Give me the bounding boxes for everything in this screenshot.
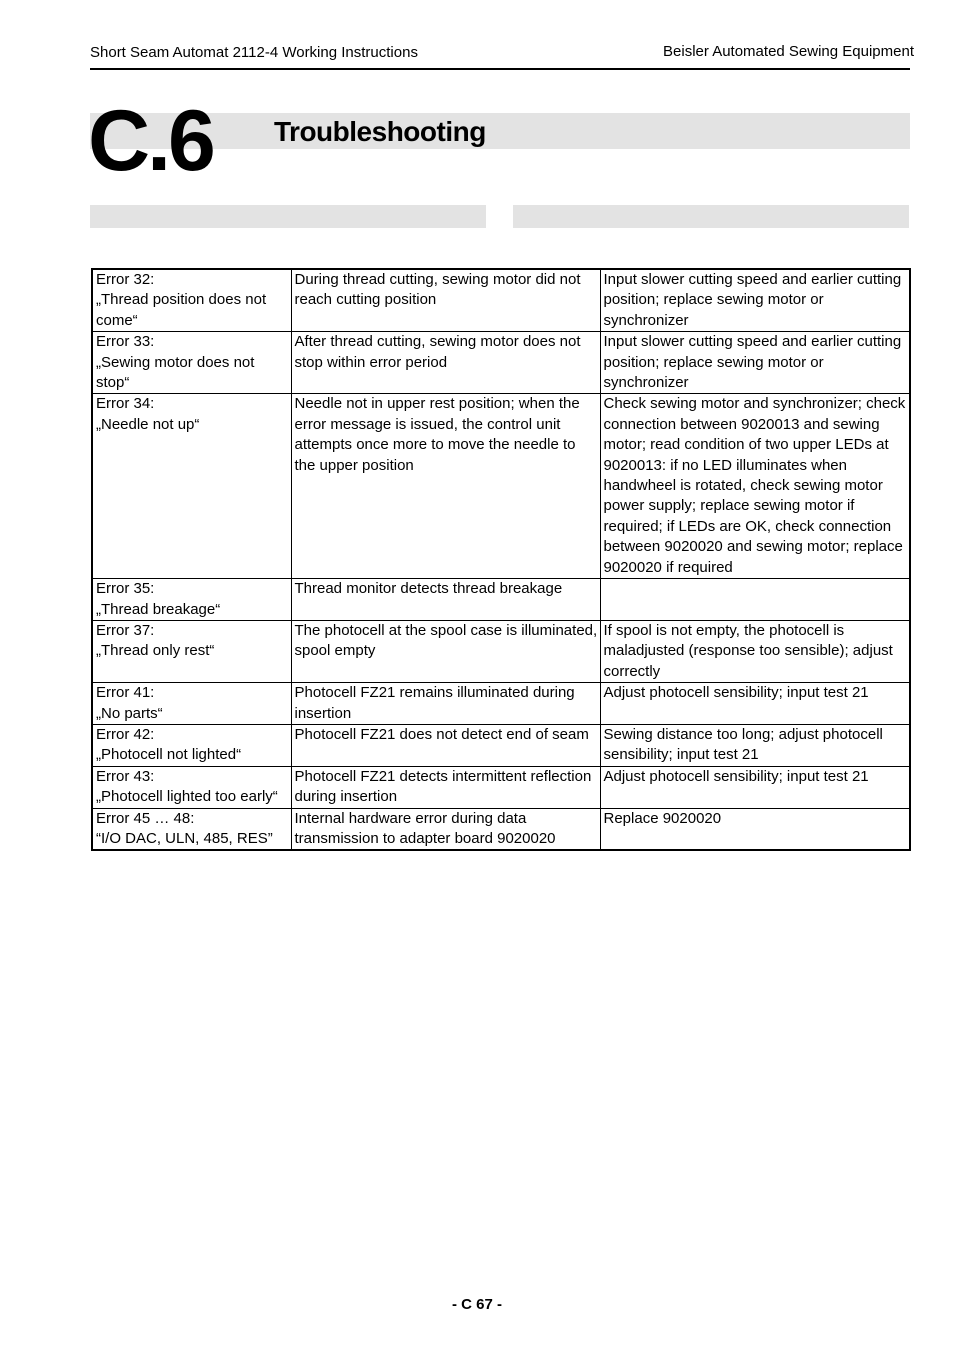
table-row <box>92 766 910 808</box>
error-remedy-cell: Sewing distance too long; adjust photocell sensibility; input test 21 <box>600 724 910 766</box>
error-code-cell: Error 34: „Needle not up“ <box>92 394 291 579</box>
error-code-cell: Error 42: „Photocell not lighted“ <box>92 724 291 766</box>
document-header-company: Beisler Automated Sewing Equipment <box>663 43 914 60</box>
error-remedy-cell <box>600 579 910 621</box>
table-row <box>92 808 910 850</box>
error-table <box>91 268 911 851</box>
chapter-number: C.6 <box>88 93 213 189</box>
table-row <box>92 579 910 621</box>
error-remedy-cell: Adjust photocell sensibility; input test 21 <box>600 766 910 808</box>
error-code-cell: Error 41: „No parts“ <box>92 683 291 725</box>
table-row <box>92 332 910 394</box>
page-number: - C 67 - <box>451 1296 502 1313</box>
error-remedy-cell: Replace 9020020 <box>600 808 910 850</box>
chapter-title: Troubleshooting <box>274 116 486 147</box>
error-code-cell: Error 32: „Thread position does not come“ <box>92 269 291 332</box>
error-cause-cell: Needle not in upper rest position; when the error message is issued, the control unit attempts once more to move the needle to the upper position <box>291 394 600 579</box>
table-row <box>92 683 910 725</box>
error-code-cell: Error 35: „Thread breakage“ <box>92 579 291 621</box>
error-code-cell: Error 45 … 48: “I/O DAC, ULN, 485, RES” <box>92 808 291 850</box>
error-cause-cell: After thread cutting, sewing motor does not stop within error period <box>291 332 600 394</box>
error-cause-cell: Photocell FZ21 does not detect end of seam <box>291 724 600 766</box>
section-bar-right <box>513 205 909 228</box>
error-cause-cell: Thread monitor detects thread breakage <box>291 579 600 621</box>
error-cause-cell: During thread cutting, sewing motor did not reach cutting position <box>291 269 600 332</box>
header-divider <box>90 68 910 70</box>
error-remedy-cell: If spool is not empty, the photocell is maladjusted (response too sensible); adjust correctly <box>600 620 910 682</box>
chapter-title-band <box>90 113 910 149</box>
error-remedy-cell: Input slower cutting speed and earlier cutting position; replace sewing motor or synchronizer <box>600 269 910 332</box>
error-remedy-cell: Adjust photocell sensibility; input test 21 <box>600 683 910 725</box>
error-code-cell: Error 33: „Sewing motor does not stop“ <box>92 332 291 394</box>
error-code-cell: Error 37: „Thread only rest“ <box>92 620 291 682</box>
error-cause-cell: Internal hardware error during data transmission to adapter board 9020020 <box>291 808 600 850</box>
table-row <box>92 724 910 766</box>
table-row <box>92 620 910 682</box>
error-cause-cell: The photocell at the spool case is illuminated, spool empty <box>291 620 600 682</box>
section-bar-left <box>90 205 486 228</box>
error-remedy-cell: Check sewing motor and synchronizer; check connection between 9020013 and sewing motor; read condition of two upper LEDs at 9020013: if no LED illuminates when handwheel is rotated, check sewing motor power supply; replace sewing motor if required; if LEDs are OK, check connection between 9020020 and sewing motor; replace 9020020 if required <box>600 394 910 579</box>
error-code-cell: Error 43: „Photocell lighted too early“ <box>92 766 291 808</box>
error-cause-cell: Photocell FZ21 detects intermittent reflection during insertion <box>291 766 600 808</box>
error-cause-cell: Photocell FZ21 remains illuminated during insertion <box>291 683 600 725</box>
table-row <box>92 394 910 579</box>
error-remedy-cell: Input slower cutting speed and earlier cutting position; replace sewing motor or synchronizer <box>600 332 910 394</box>
document-header-title: Short Seam Automat 2112-4 Working Instructions <box>90 44 418 61</box>
table-row <box>92 269 910 332</box>
